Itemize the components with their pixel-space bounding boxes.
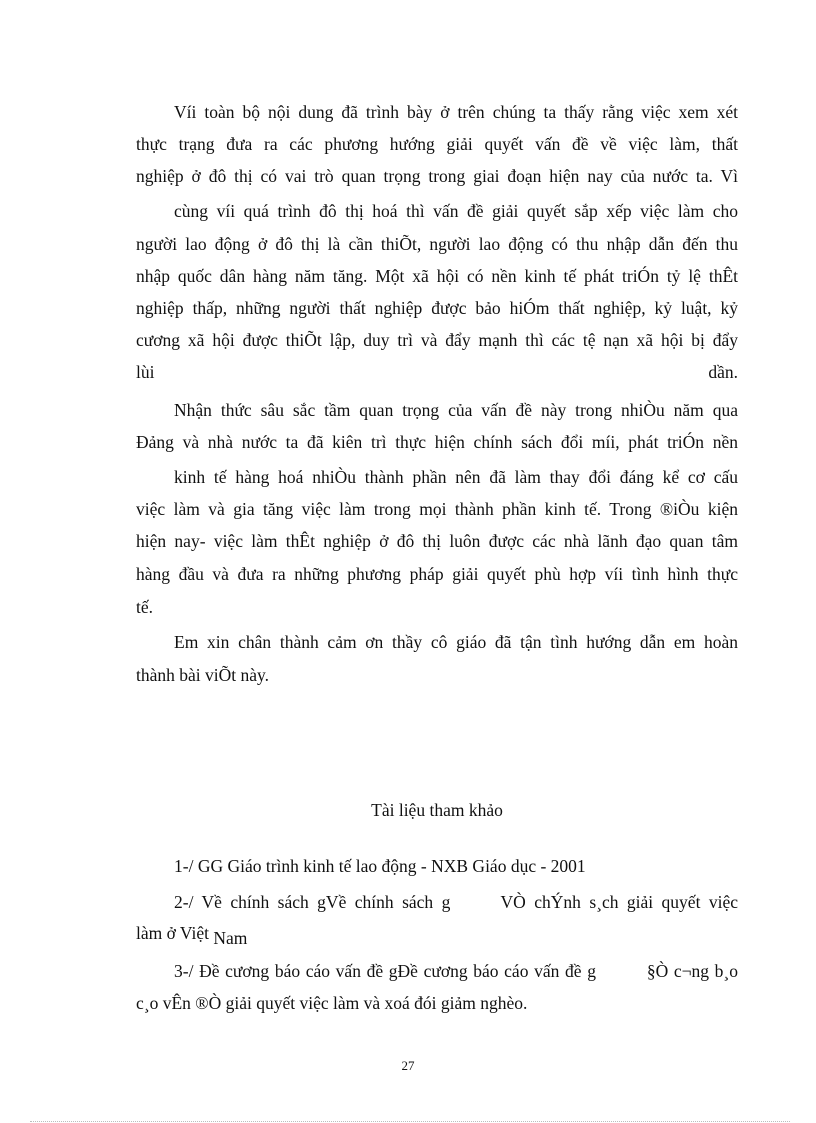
- body-line: hiện nay- việc làm thÊt nghiệp ở đô thị luôn được các nhà lãnh đạo quan tâm: [136, 531, 738, 551]
- body-line-right: dần.: [708, 362, 738, 382]
- body-line: cùng víi quá trình đô thị hoá thì vấn đề giải quyết sắp xếp việc làm cho: [174, 201, 738, 221]
- reference-subscript: Nam: [213, 928, 248, 948]
- body-line: nghiệp thấp, những người thất nghiệp được bảo hiÓm thất nghiệp, kỷ luật, kỷ: [136, 298, 738, 318]
- reference-item: 1-/ GG Giáo trình kinh tế lao động - NXB Giáo dục - 2001: [174, 856, 586, 876]
- body-line: tế.: [136, 597, 154, 617]
- body-line: Víi toàn bộ nội dung đã trình bày ở trên chúng ta thấy rằng việc xem xét: [174, 102, 738, 122]
- reference-item-line: [136, 922, 738, 948]
- body-line: nhập quốc dân hàng năm tăng. Một xã hội có nền kinh tế phát triÓn tỷ lệ thÊt: [136, 266, 738, 286]
- body-line: hàng đầu và đưa ra những phương pháp giải quyết phù hợp víi tình hình thực: [136, 564, 738, 584]
- reference-item: 2-/ Về chính sách gVề chính sách g VÒ chÝnh s¸ch giải quyết việc: [174, 892, 738, 912]
- page-border-dots: [30, 1121, 790, 1122]
- references-heading: Tài liệu tham khảo: [371, 800, 503, 820]
- body-line: cương xã hội được thiÕt lập, duy trì và đẩy mạnh thì các tệ nạn xã hội bị đẩy: [136, 330, 738, 350]
- reference-item: 3-/ Đề cương báo cáo vấn đề gĐề cương báo cáo vấn đề g §Ò c¬ng b¸o: [174, 961, 738, 981]
- body-line: kinh tế hàng hoá nhiÒu thành phần nên đã làm thay đổi đáng kể cơ cấu: [174, 467, 738, 487]
- page-number: 27: [401, 1058, 415, 1073]
- body-line: Nhận thức sâu sắc tầm quan trọng của vấn đề này trong nhiÒu năm qua: [174, 400, 738, 420]
- body-line: việc làm và gia tăng việc làm trong mọi thành phần kinh tế. Trong ®iÒu kiện: [136, 499, 738, 519]
- body-line: thực trạng đưa ra các phương hướng giải quyết vấn đề về việc làm, thất: [136, 134, 738, 154]
- reference-item-line: c¸o vÊn ®Ò giải quyết việc làm và xoá đói giảm nghèo.: [136, 993, 528, 1013]
- reference-text: làm ở Việt: [136, 923, 210, 943]
- body-line: Em xin chân thành cảm ơn thầy cô giáo đã tận tình hướng dẫn em hoàn: [174, 632, 738, 652]
- body-line: thành bài viÕt này.: [136, 665, 270, 685]
- body-line-left: lùi: [136, 362, 155, 382]
- body-line: người lao động ở đô thị là cần thiÕt, người lao động có thu nhập dẫn đến thu: [136, 234, 738, 254]
- body-line: Đảng và nhà nước ta đã kiên trì thực hiện chính sách đổi míi, phát triÓn nền: [136, 432, 738, 452]
- body-line: nghiệp ở đô thị có vai trò quan trọng trong giai đoạn hiện nay của nước ta. Vì: [136, 166, 738, 186]
